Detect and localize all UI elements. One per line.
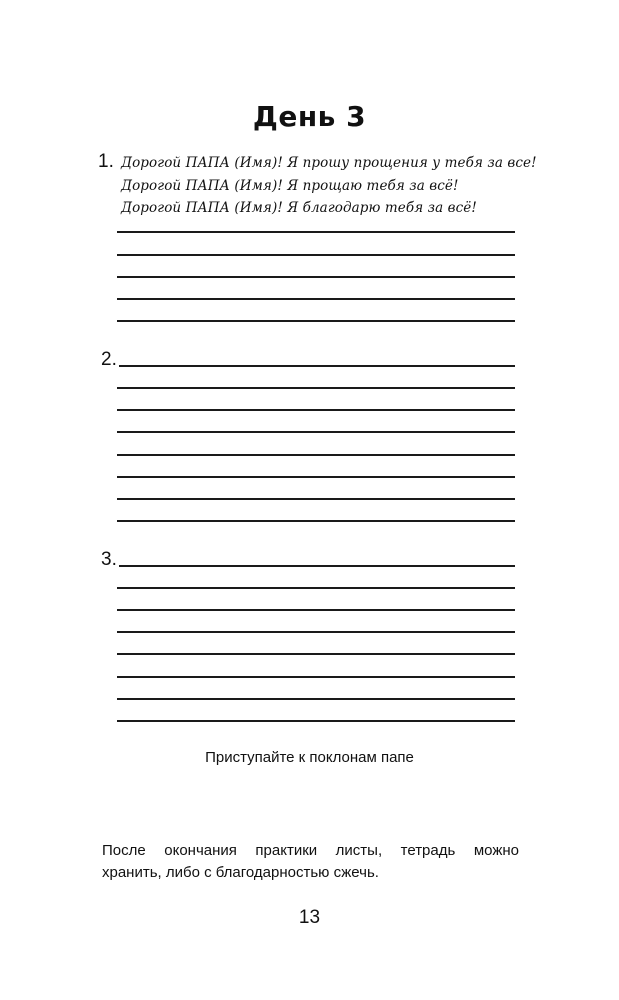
- example-line-3: Дорогой ПАПА (Имя)! Я благодарю тебя за всё!: [121, 200, 477, 216]
- page-title: День 3: [252, 100, 367, 133]
- writing-line[interactable]: [117, 276, 515, 278]
- item-number-1: 1.: [98, 151, 114, 172]
- writing-line[interactable]: [117, 498, 515, 500]
- writing-line[interactable]: [117, 676, 515, 678]
- page-number: 13: [298, 907, 321, 928]
- writing-line[interactable]: [117, 653, 515, 655]
- writing-line[interactable]: [117, 631, 515, 633]
- writing-line[interactable]: [117, 698, 515, 700]
- writing-line[interactable]: [117, 387, 515, 389]
- writing-line[interactable]: [117, 609, 515, 611]
- item-number-3: 3.: [101, 549, 117, 570]
- footnote-paragraph: [102, 840, 519, 884]
- example-line-1: Дорогой ПАПА (Имя)! Я прошу прощения у тебя за все!: [121, 155, 537, 171]
- footnote-line-2: хранить, либо с благодарностью сжечь.: [102, 864, 379, 881]
- writing-line[interactable]: [117, 520, 515, 522]
- writing-line[interactable]: [117, 298, 515, 300]
- writing-line[interactable]: [117, 587, 515, 589]
- writing-line[interactable]: [117, 231, 515, 233]
- footnote-line-1: После окончания практики листы, тетрадь можно: [102, 842, 519, 859]
- writing-line[interactable]: [117, 454, 515, 456]
- writing-line[interactable]: [117, 431, 515, 433]
- writing-line[interactable]: [117, 476, 515, 478]
- example-line-2: Дорогой ПАПА (Имя)! Я прощаю тебя за всё!: [121, 178, 459, 194]
- instruction-text: Приступайте к поклонам папе: [205, 749, 414, 766]
- writing-line[interactable]: [117, 720, 515, 722]
- item-number-2: 2.: [101, 349, 117, 370]
- writing-line[interactable]: [117, 320, 515, 322]
- writing-line[interactable]: [117, 254, 515, 256]
- writing-line[interactable]: [119, 565, 515, 567]
- writing-line[interactable]: [117, 409, 515, 411]
- writing-line[interactable]: [119, 365, 515, 367]
